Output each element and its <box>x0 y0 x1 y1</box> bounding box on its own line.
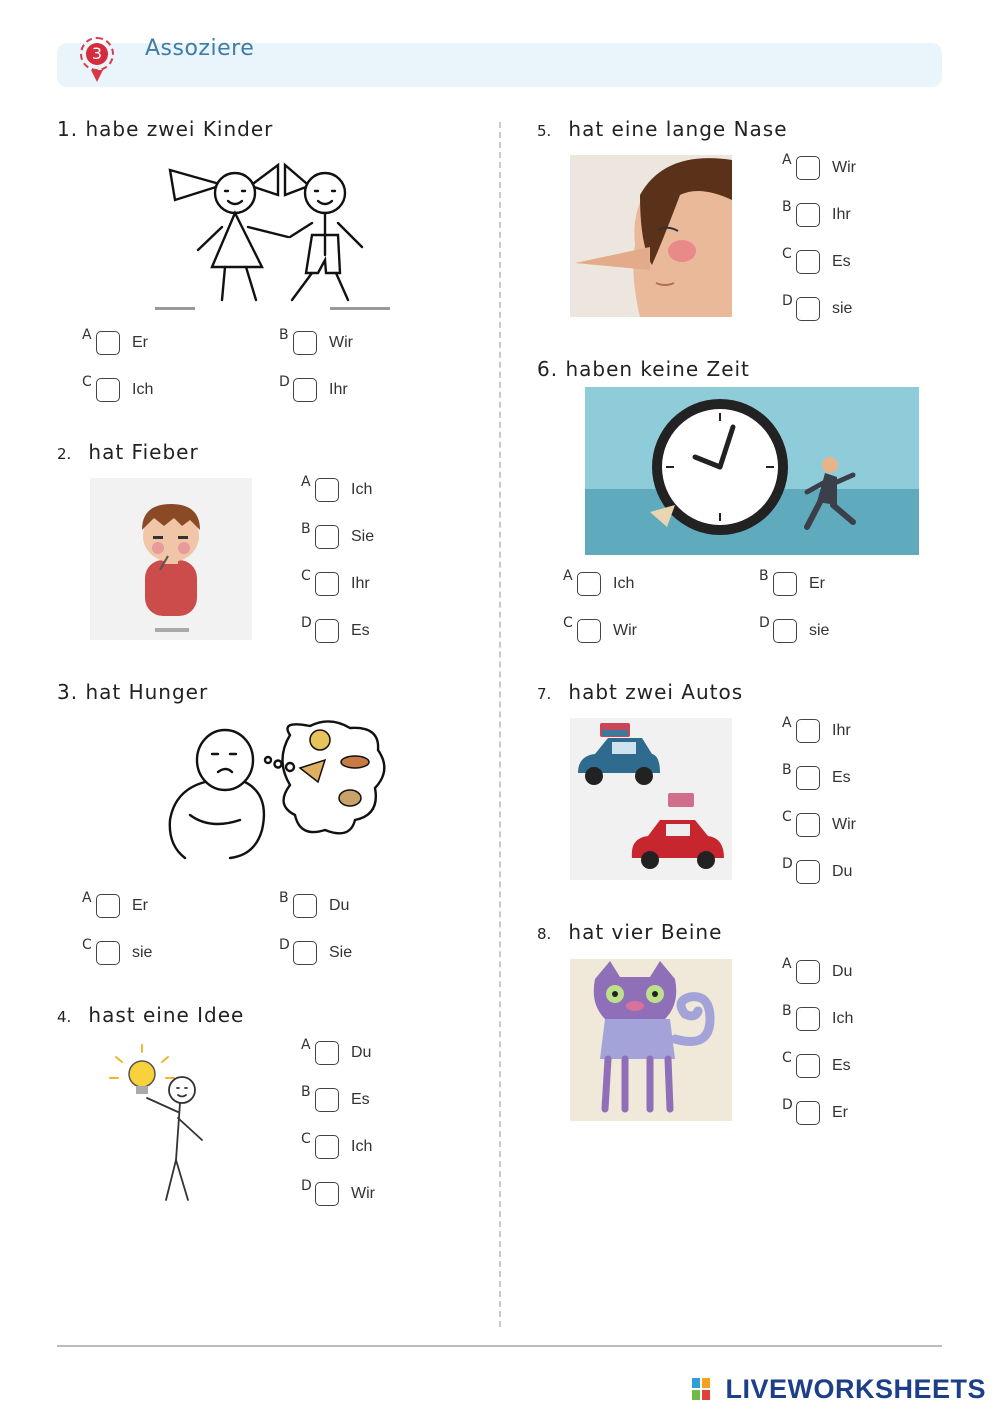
question-1-option-c <box>82 374 202 410</box>
question-number: 3. <box>57 680 79 704</box>
question-6-title <box>537 357 750 381</box>
option-label: Es <box>351 1091 370 1108</box>
question-6-option-a <box>563 568 683 604</box>
option-letter: A <box>301 1037 311 1053</box>
option-letter: B <box>301 1084 311 1100</box>
question-1-option-b <box>279 327 399 363</box>
question-4-option-d <box>301 1178 421 1214</box>
option-letter: A <box>782 715 792 731</box>
question-number: 8. <box>537 925 552 943</box>
question-6-option-d <box>759 615 879 651</box>
question-8-option-a <box>782 956 902 992</box>
option-letter: B <box>782 199 792 215</box>
question-7-option-a <box>782 715 902 751</box>
option-letter: D <box>279 374 290 390</box>
checkbox[interactable] <box>96 331 120 355</box>
question-8-option-d <box>782 1097 902 1133</box>
option-label: Es <box>351 622 370 639</box>
option-label: Es <box>832 769 851 786</box>
option-label: Ich <box>832 1010 854 1027</box>
hungry-boy-picture <box>150 720 390 865</box>
option-label: Ihr <box>329 381 348 398</box>
option-label: sie <box>832 300 853 317</box>
checkbox[interactable] <box>577 572 601 596</box>
question-number: 6. <box>537 357 559 381</box>
checkbox[interactable] <box>315 525 339 549</box>
idea-stickman-picture <box>92 1040 252 1205</box>
question-8-title <box>537 920 722 944</box>
checkbox[interactable] <box>315 1041 339 1065</box>
question-number: 5. <box>537 122 552 140</box>
question-5-option-c <box>782 246 902 282</box>
option-label: Ich <box>351 1138 373 1155</box>
question-number: 7. <box>537 685 552 703</box>
checkbox[interactable] <box>796 860 820 884</box>
checkbox[interactable] <box>796 1007 820 1031</box>
option-letter: D <box>301 1178 312 1194</box>
question-text: haben keine Zeit <box>565 357 750 381</box>
liveworksheets-logo-icon <box>692 1378 710 1400</box>
question-1-title <box>57 117 273 141</box>
checkbox[interactable] <box>796 766 820 790</box>
option-label: Ich <box>132 381 154 398</box>
question-3-option-d <box>279 937 399 973</box>
checkbox[interactable] <box>96 941 120 965</box>
checkbox[interactable] <box>293 331 317 355</box>
question-text: hat Hunger <box>85 680 209 704</box>
option-label: Es <box>832 253 851 270</box>
question-4-option-a <box>301 1037 421 1073</box>
option-letter: C <box>82 374 92 390</box>
option-label: Ich <box>613 575 635 592</box>
question-6-option-b <box>759 568 879 604</box>
option-label: Er <box>809 575 825 592</box>
question-8-option-c <box>782 1050 902 1086</box>
question-5-option-d <box>782 293 902 329</box>
question-5-title <box>537 117 788 141</box>
option-letter: C <box>301 568 311 584</box>
option-letter: D <box>279 937 290 953</box>
question-7-option-b <box>782 762 902 798</box>
checkbox[interactable] <box>796 813 820 837</box>
section-number: 3 <box>86 43 108 65</box>
option-letter: A <box>563 568 573 584</box>
two-cars-picture <box>570 718 732 880</box>
question-7-title <box>537 680 743 704</box>
question-5-option-b <box>782 199 902 235</box>
clock-running-man-picture <box>585 387 919 555</box>
option-letter: A <box>82 890 92 906</box>
option-label: Ihr <box>832 206 851 223</box>
checkbox[interactable] <box>315 1088 339 1112</box>
question-text: hast eine Idee <box>88 1003 245 1027</box>
question-text: hat eine lange Nase <box>568 117 788 141</box>
question-text: hat vier Beine <box>568 920 723 944</box>
option-letter: B <box>279 327 289 343</box>
option-label: Sie <box>329 944 353 961</box>
checkbox[interactable] <box>773 572 797 596</box>
checkbox[interactable] <box>796 203 820 227</box>
question-2-option-d <box>301 615 421 651</box>
option-label: Sie <box>351 528 375 545</box>
option-letter: B <box>759 568 769 584</box>
question-8-option-b <box>782 1003 902 1039</box>
option-letter: C <box>563 615 573 631</box>
option-letter: B <box>782 762 792 778</box>
question-6-option-c <box>563 615 683 651</box>
question-2-title <box>57 440 199 464</box>
option-label: Ihr <box>832 722 851 739</box>
option-label: Er <box>832 1104 848 1121</box>
question-3-title <box>57 680 208 704</box>
two-kids-picture <box>150 155 395 315</box>
option-letter: D <box>782 856 793 872</box>
checkbox[interactable] <box>577 619 601 643</box>
question-number: 1. <box>57 117 79 141</box>
option-label: Du <box>351 1044 372 1061</box>
question-text: habt zwei Autos <box>568 680 744 704</box>
option-label: Wir <box>613 622 637 639</box>
question-5-option-a <box>782 152 902 188</box>
option-letter: C <box>301 1131 311 1147</box>
question-1-option-a <box>82 327 202 363</box>
liveworksheets-logo[interactable]: LIVEWORKSHEETS <box>725 1374 986 1404</box>
checkbox[interactable] <box>796 1054 820 1078</box>
question-3-option-c <box>82 937 202 973</box>
option-label: Wir <box>832 159 856 176</box>
checkbox[interactable] <box>315 478 339 502</box>
column-divider <box>499 122 501 1327</box>
checkbox[interactable] <box>796 250 820 274</box>
option-letter: A <box>82 327 92 343</box>
question-2-option-c <box>301 568 421 604</box>
option-letter: C <box>782 809 792 825</box>
option-letter: D <box>759 615 770 631</box>
checkbox[interactable] <box>315 1182 339 1206</box>
option-label: Du <box>832 963 853 980</box>
checkbox[interactable] <box>315 1135 339 1159</box>
checkbox[interactable] <box>315 619 339 643</box>
checkbox[interactable] <box>293 894 317 918</box>
question-1-option-d <box>279 374 399 410</box>
option-letter: A <box>782 152 792 168</box>
checkbox[interactable] <box>796 297 820 321</box>
option-label: Wir <box>329 334 353 351</box>
question-text: hat Fieber <box>88 440 199 464</box>
badge-pointer-icon <box>91 70 103 82</box>
question-4-option-c <box>301 1131 421 1167</box>
checkbox[interactable] <box>796 1101 820 1125</box>
option-label: Er <box>132 897 148 914</box>
question-4-option-b <box>301 1084 421 1120</box>
long-nose-picture <box>570 155 732 317</box>
checkbox[interactable] <box>796 719 820 743</box>
option-label: Du <box>832 863 853 880</box>
option-letter: A <box>301 474 311 490</box>
section-number-badge <box>80 37 114 71</box>
question-number: 4. <box>57 1008 72 1026</box>
question-4-title <box>57 1003 244 1027</box>
question-3-option-a <box>82 890 202 926</box>
option-label: sie <box>132 944 153 961</box>
option-label: Ich <box>351 481 373 498</box>
checkbox[interactable] <box>796 960 820 984</box>
checkbox[interactable] <box>293 378 317 402</box>
option-label: Du <box>329 897 350 914</box>
checkbox[interactable] <box>96 894 120 918</box>
checkbox[interactable] <box>773 619 797 643</box>
option-letter: B <box>301 521 311 537</box>
option-letter: B <box>782 1003 792 1019</box>
footer-divider <box>57 1345 942 1347</box>
option-letter: D <box>782 293 793 309</box>
question-2-option-b <box>301 521 421 557</box>
checkbox[interactable] <box>293 941 317 965</box>
question-text: habe zwei Kinder <box>85 117 274 141</box>
checkbox[interactable] <box>96 378 120 402</box>
option-label: Er <box>132 334 148 351</box>
option-letter: C <box>782 1050 792 1066</box>
option-letter: D <box>782 1097 793 1113</box>
option-letter: B <box>279 890 289 906</box>
option-letter: D <box>301 615 312 631</box>
section-title: Assoziere <box>145 36 255 61</box>
sick-boy-picture <box>90 478 252 640</box>
question-number: 2. <box>57 445 72 463</box>
option-letter: C <box>82 937 92 953</box>
option-label: Wir <box>832 816 856 833</box>
question-7-option-c <box>782 809 902 845</box>
purple-cat-picture <box>570 959 732 1121</box>
option-label: sie <box>809 622 830 639</box>
option-label: Es <box>832 1057 851 1074</box>
checkbox[interactable] <box>796 156 820 180</box>
question-2-option-a <box>301 474 421 510</box>
option-letter: A <box>782 956 792 972</box>
option-label: Wir <box>351 1185 375 1202</box>
question-7-option-d <box>782 856 902 892</box>
option-label: Ihr <box>351 575 370 592</box>
question-3-option-b <box>279 890 399 926</box>
option-letter: C <box>782 246 792 262</box>
checkbox[interactable] <box>315 572 339 596</box>
